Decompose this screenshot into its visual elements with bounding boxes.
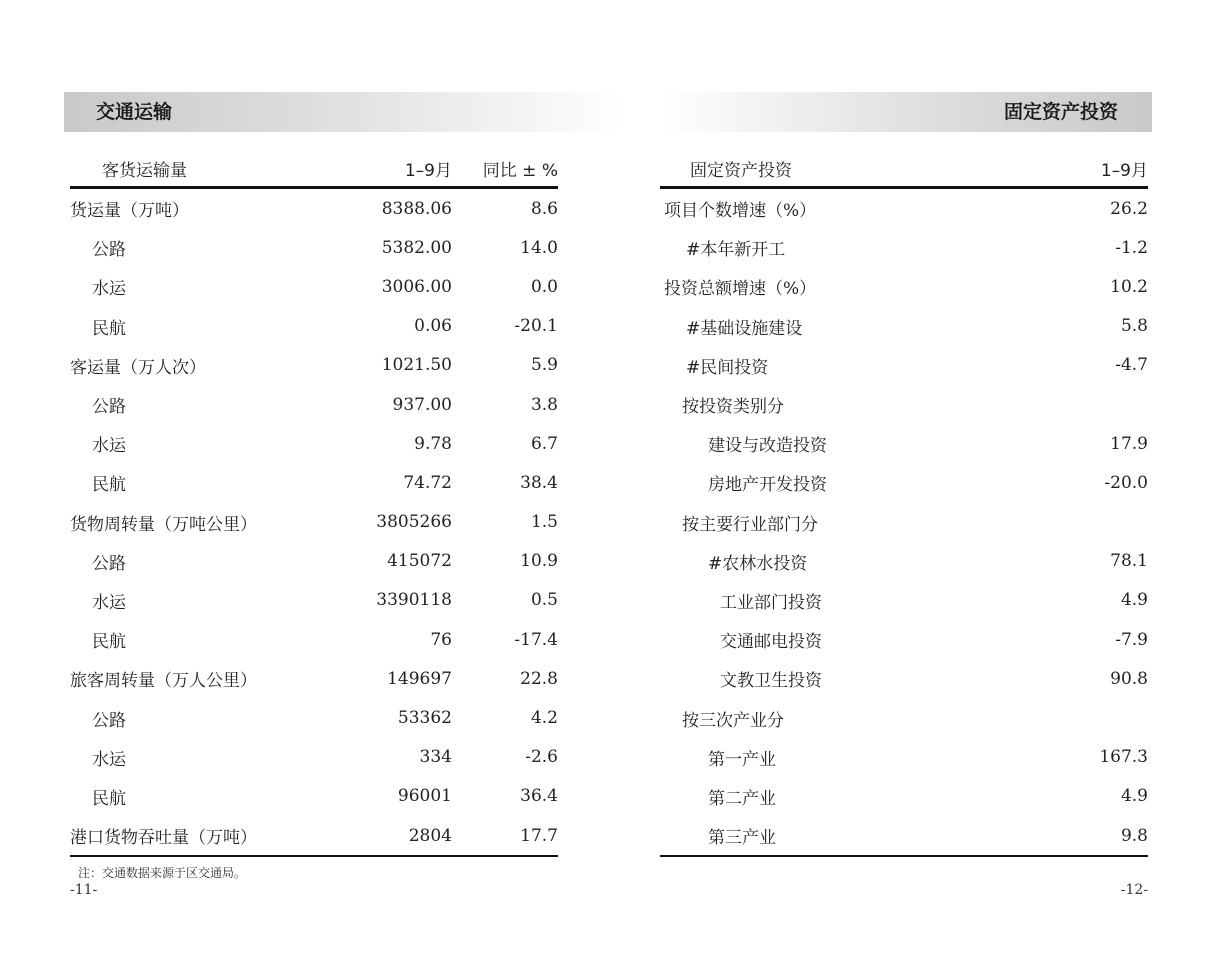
row-label: 民航 [92,475,126,496]
column-header-yoy: 同比 ± % [452,150,558,188]
value-yoy: 22.8 [520,668,558,689]
row-label: 公路 [92,553,126,574]
table-row [70,385,558,424]
row-label: 水运 [92,436,126,457]
value-period: 3006.00 [381,276,452,297]
table-row [660,463,1148,502]
row-label: 民航 [92,632,126,653]
value-period [1020,385,1148,424]
row-label: #农林水投资 [708,553,808,574]
value-period: -20.0 [1104,472,1148,493]
table-row [70,307,558,346]
table-row [660,620,1148,659]
value-period [1020,503,1148,542]
table-row [70,424,558,463]
table-row [660,267,1148,306]
table-row [660,777,1148,816]
column-header-item: 固定资产投资 [660,150,1020,188]
value-period: 0.06 [414,316,452,337]
value-yoy: 10.9 [520,551,558,572]
table-row [70,267,558,306]
table-header-row [660,150,1148,188]
section-title: 固定资产投资 [1003,101,1118,123]
column-header-period: 1–9月 [360,150,452,188]
row-label: 旅客周转量（万人公里） [70,671,257,692]
value-yoy: -17.4 [514,629,558,650]
table-row [660,346,1148,385]
column-header-item: 客货运输量 [70,150,360,188]
footnote: 注：交通数据来源于区交通局。 [78,866,247,880]
value-yoy: 5.9 [530,355,558,376]
row-label: 货物周转量（万吨公里） [70,514,257,535]
value-yoy: 36.4 [520,786,558,807]
value-period: 53362 [397,708,452,729]
value-period: 2804 [360,816,452,856]
row-label: 货运量（万吨） [70,201,189,222]
table-header-row [70,150,558,188]
value-period: 78.1 [1110,551,1148,572]
row-label: 交通邮电投资 [720,632,822,653]
row-label: 按主要行业部门分 [682,514,818,535]
value-period: 96001 [397,786,452,807]
value-period: 415072 [387,551,452,572]
row-label: 客运量（万人次） [70,357,206,378]
table-row [660,581,1148,620]
table-row [660,503,1148,542]
value-period: 1021.50 [381,355,452,376]
row-label: 投资总额增速（%） [664,279,817,300]
table-row [660,659,1148,698]
value-period: 149697 [387,668,452,689]
value-period: 9.8 [1020,816,1148,856]
table-row [70,777,558,816]
table-row [660,228,1148,267]
table-row [660,385,1148,424]
value-period: -4.7 [1115,355,1148,376]
row-label: 建设与改造投资 [708,436,827,457]
table-row [660,816,1148,856]
row-label: 第三产业 [660,816,1020,856]
value-yoy: 38.4 [520,472,558,493]
transport-table-body [70,188,558,857]
value-yoy: 4.2 [530,708,558,729]
investment-table-body [660,188,1148,857]
value-period: 5382.00 [381,237,452,258]
value-yoy: 0.5 [530,590,558,611]
value-period: 3390118 [376,590,452,611]
value-period: 8388.06 [381,198,452,219]
table-row [70,698,558,737]
row-label: 港口货物吞吐量（万吨） [70,816,360,856]
page-number: -11- [70,882,98,898]
row-label: 项目个数增速（%） [664,201,817,222]
row-label: 民航 [92,788,126,809]
row-label: 水运 [92,592,126,613]
value-yoy: 14.0 [520,237,558,258]
table-row [660,424,1148,463]
value-period: -1.2 [1115,237,1148,258]
row-label: 公路 [92,710,126,731]
row-label: 水运 [92,749,126,770]
value-period: 334 [419,747,452,768]
table-row [70,581,558,620]
value-period [1020,698,1148,737]
value-period: 4.9 [1120,590,1148,611]
value-period: -7.9 [1115,629,1148,650]
value-yoy: -2.6 [525,747,558,768]
row-label: 水运 [92,279,126,300]
table-row [70,228,558,267]
value-period: 26.2 [1110,198,1148,219]
row-label: #本年新开工 [686,240,786,261]
table-row [70,542,558,581]
row-label: 公路 [92,397,126,418]
table-row [70,463,558,502]
value-period: 90.8 [1110,668,1148,689]
table-row [70,738,558,777]
table-row [660,698,1148,737]
table-row [660,307,1148,346]
section-title: 交通运输 [96,101,173,123]
value-yoy: 8.6 [530,198,558,219]
row-label: 公路 [92,240,126,261]
row-label: #基础设施建设 [686,318,803,339]
row-label: 文教卫生投资 [720,671,822,692]
table-row [70,346,558,385]
investment-table [660,150,1148,857]
value-yoy: 0.0 [530,276,558,297]
table-row [70,503,558,542]
value-period: 74.72 [403,472,452,493]
row-label: 民航 [92,318,126,339]
value-yoy: 1.5 [530,512,558,533]
table-row [70,816,558,856]
value-yoy: -20.1 [514,316,558,337]
value-period: 5.8 [1120,316,1148,337]
value-yoy: 17.7 [452,816,558,856]
table-row [70,620,558,659]
table-row [70,659,558,698]
row-label: 房地产开发投资 [708,475,827,496]
value-period: 937.00 [392,394,452,415]
page-number: -12- [1120,882,1148,898]
table-row [660,542,1148,581]
table-row [660,188,1148,229]
value-period: 17.9 [1110,433,1148,454]
value-period: 167.3 [1099,747,1148,768]
section-banner-investment [660,92,1152,132]
value-yoy: 3.8 [530,394,558,415]
row-label: 工业部门投资 [720,592,822,613]
row-label: 第一产业 [708,749,776,770]
value-period: 76 [430,629,452,650]
value-period: 4.9 [1120,786,1148,807]
section-banner-transport [64,92,624,132]
value-period: 10.2 [1110,276,1148,297]
transport-table [70,150,558,857]
row-label: 按投资类别分 [682,397,784,418]
row-label: #民间投资 [686,357,769,378]
value-period: 3805266 [376,512,452,533]
value-yoy: 6.7 [530,433,558,454]
row-label: 第二产业 [708,788,776,809]
value-period: 9.78 [414,433,452,454]
row-label: 按三次产业分 [682,710,784,731]
column-header-period: 1–9月 [1020,150,1148,188]
table-row [660,738,1148,777]
table-row [70,188,558,229]
